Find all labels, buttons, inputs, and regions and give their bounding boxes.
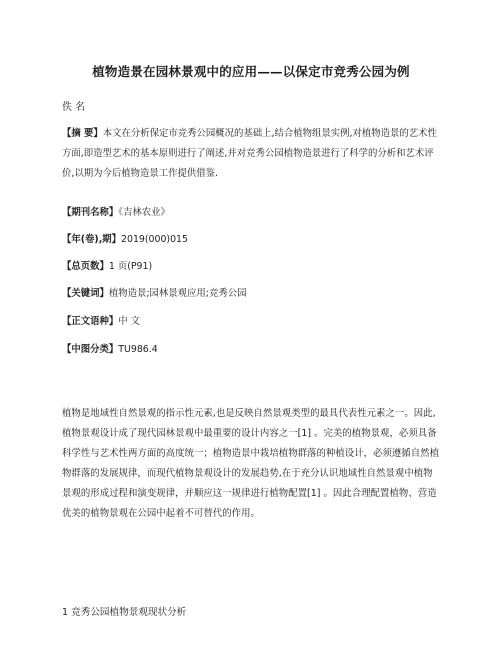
meta-language bbox=[62, 312, 140, 332]
meta-pages bbox=[62, 257, 152, 277]
meta-label: 【年(卷),期】 bbox=[62, 234, 122, 245]
meta-value: 中 文 bbox=[118, 316, 140, 327]
author: 佚 名 bbox=[62, 102, 86, 113]
meta-value: 1 页(P91) bbox=[108, 261, 153, 272]
meta-label: 【总页数】 bbox=[62, 261, 109, 272]
meta-journal bbox=[62, 203, 170, 223]
meta-value: 《吉林农业》 bbox=[118, 207, 170, 218]
meta-keywords bbox=[62, 284, 246, 304]
meta-value: 植物造景;园林景观应用;竞秀公园 bbox=[108, 288, 247, 299]
meta-label: 【正文语种】 bbox=[62, 316, 119, 327]
meta-volume bbox=[62, 230, 188, 250]
meta-label: 【期刊名称】 bbox=[62, 207, 119, 218]
meta-classification bbox=[62, 340, 158, 360]
meta-value: 2019(000)015 bbox=[121, 234, 188, 245]
abstract bbox=[62, 124, 442, 184]
section-heading: 1 竞秀公园植物景观现状分析 bbox=[62, 607, 187, 618]
meta-label: 【关键词】 bbox=[62, 288, 109, 299]
meta-value: TU986.4 bbox=[118, 344, 158, 355]
document-title: 植物造景在园林景观中的应用——以保定市竞秀公园为例 bbox=[92, 64, 410, 79]
abstract-text: 本文在分析保定市竞秀公园概况的基础上,结合植物组景实例,对植物造景的艺术性方面,即造型艺术的基本原则进行了阐述,并对竞秀公园植物造景进行了科学的分析和艺术评价,以期为今后植物造景工作提供借鉴. bbox=[62, 128, 437, 179]
abstract-label: 【摘 要】 bbox=[62, 128, 103, 139]
meta-label: 【中图分类】 bbox=[62, 344, 119, 355]
body-paragraph: 植物是地域性自然景观的指示性元素,也是反映自然景观类型的最具代表性元素之一。因此,植物景观设计成了现代园林景观中最重要的设计内容之一[1] 。完美的植物景观，必须具备科学性与艺术性两方面的高度统一；植物造景中栽培植物群落的种植设计，必须遵循自然植物群落的发展规律，而现代植物景观设计的发展趋势,在于充分认识地域性自然景观中植物景观的形成过程和演变规律，并顺应这一规律进行植物配置[1] 。因此合理配置植物、营造优美的植物景观在公园中起着不可替代的作用。 bbox=[62, 408, 440, 519]
